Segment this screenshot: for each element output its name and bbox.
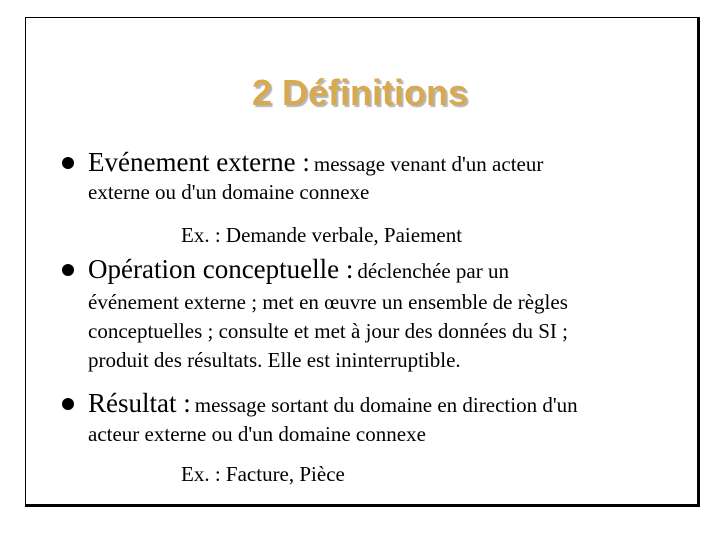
item-2-desc-cont: événement externe ; met en œuvre un ensemble de règles — [88, 290, 568, 314]
item-2-term: Opération conceptuelle : — [88, 254, 354, 284]
item-1-example: Ex. : Demande verbale, Paiement — [181, 223, 463, 247]
item-1-term: Evénement externe : — [88, 147, 310, 177]
slide-title: 2 Définitions — [251, 72, 469, 113]
item-2-desc-cont: conceptuelles ; consulte et met à jour des données du SI ; — [88, 319, 568, 343]
bullet-icon — [62, 157, 74, 169]
item-2-line — [88, 256, 509, 283]
item-1-line — [88, 149, 543, 176]
item-2-desc-cont: produit des résultats. Elle est ininterruptible. — [88, 348, 461, 372]
item-1-desc-cont: externe ou d'un domaine connexe — [88, 180, 370, 204]
item-3-line — [88, 390, 578, 417]
item-1-desc: message venant d'un acteur — [313, 152, 544, 176]
item-3-example: Ex. : Facture, Pièce — [181, 462, 345, 486]
item-3-term: Résultat : — [88, 388, 191, 418]
item-3-desc-cont: acteur externe ou d'un domaine connexe — [88, 422, 426, 446]
bullet-icon — [62, 264, 74, 276]
bullet-icon — [62, 398, 74, 410]
item-3-desc: message sortant du domaine en direction d'un — [194, 393, 578, 417]
item-2-desc: déclenchée par un — [357, 259, 509, 283]
